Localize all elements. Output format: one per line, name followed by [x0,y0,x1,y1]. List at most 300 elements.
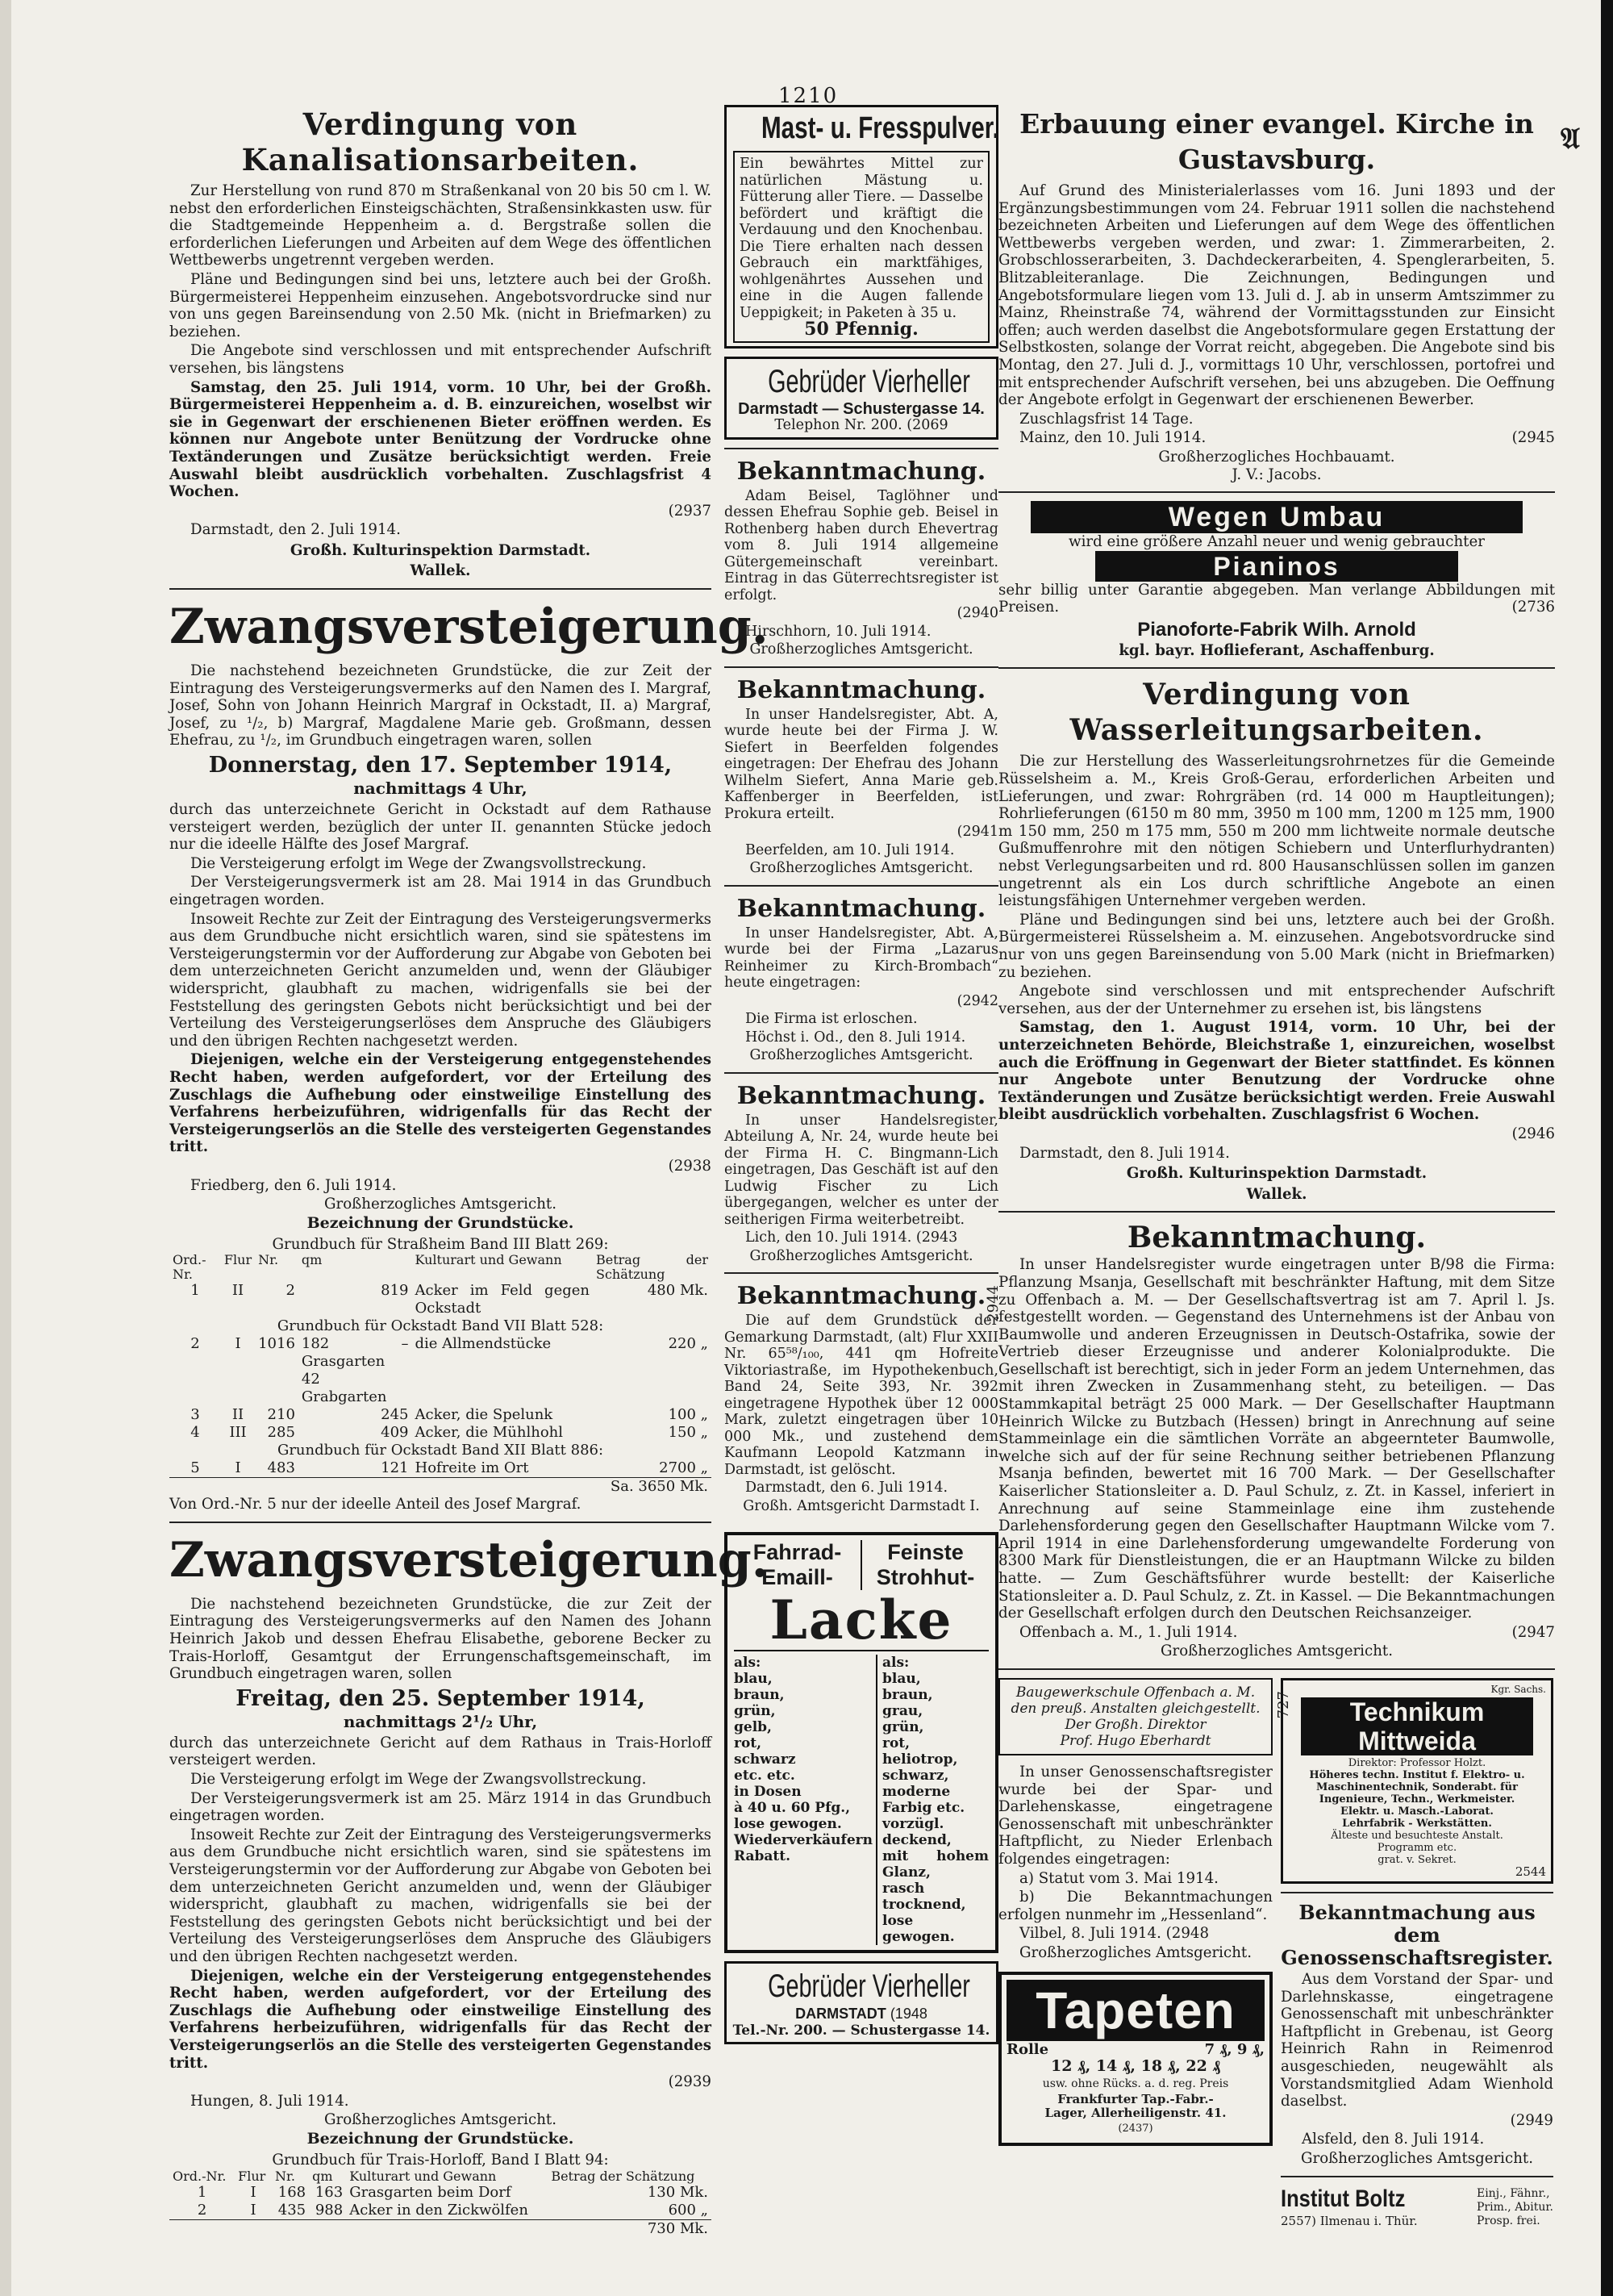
cell: 245 [381,1406,409,1424]
left-page-edge [0,0,11,2296]
notice-genossenschaft-1 [998,1764,1273,1962]
col-header: Betrag der Schätzung [551,2168,695,2184]
notice-title: Erbauung einer evangel. Kirche in Gustavsburg. [1019,108,1534,175]
ad-line: Lehrfabrik - Werkstätten. [1342,1817,1492,1830]
firm-name: Institut Boltz [1281,2185,1406,2212]
list-item: gelb, [734,1719,772,1735]
notice-court: Großherzogliches Amtsgericht. [1160,1643,1393,1660]
ad-institut-boltz [1281,2185,1553,2231]
notice-title: Bekanntmachung. [736,675,986,704]
list-head: als: [882,1655,910,1671]
title-line: Fahrrad- [752,1540,842,1564]
col-header: qm [301,1252,323,1268]
notice-dateline: Darmstadt, den 8. Juli 1914. [1019,1144,1230,1162]
cell: 2 [286,1282,295,1300]
cell: Hofreite im Ort [415,1459,529,1477]
notice-court: Großherzogliches Amtsgericht. [749,641,973,657]
list-item: schwarz [734,1751,796,1768]
price-line [1007,2041,1265,2059]
table-row [169,1406,711,1424]
ad-line: Baugewerkschule Offenbach a. M. [1015,1684,1256,1701]
divider [169,1522,711,1523]
col-header: qm [312,2168,333,2184]
table-header-row [169,1253,711,1282]
list-item: à 40 u. 60 Pfg., [734,1800,851,1816]
ad-pianinos [998,501,1555,659]
list-item: braun, [882,1687,933,1703]
col-header: Kulturart und Gewann [349,2168,497,2184]
cell: 1016 [258,1335,295,1353]
firm-phone: Tel.-Nr. 200. — Schustergasse 14. [732,2022,990,2039]
cell: 483 [267,1459,295,1477]
cell: 163 [315,2183,344,2201]
col-header: Ord.-Nr. [173,2168,227,2184]
ditto-mark: „ [700,1424,708,1442]
col-header: Flur [238,2168,266,2184]
grundbuch-ref: Grundbuch für Straßheim Band III Blatt 269: [272,1235,609,1253]
cell [593,1406,711,1424]
ditto-mark: „ [700,2201,708,2219]
cell: Acker in den Zickwölfen [349,2201,528,2219]
cell [593,1459,711,1478]
ad-mastpulver [724,105,998,349]
ad-line: Einj., Fähnr., [1476,2186,1550,2200]
notice-paragraph: Aus dem Vorstand der Spar- und Darlehnskasse, eingetragene Genossenschaft mit unbeschränkter Haftpflicht in Grebenau, ist Georg Heinrich Rahn in Reimenrod ausgeschieden, neugewählt als Vorstandsmitglied Adam Wienhold daselbst. [1281,1970,1553,2110]
list-item: moderne [882,1784,951,1800]
list-item: blau, [882,1671,921,1687]
lacke-header [734,1540,989,1590]
divider [1281,1892,1553,1893]
notice-ref: (2940 [957,605,998,621]
ad-line: Programm etc. [1377,1841,1457,1854]
col-header: Ord.-Nr. [173,1252,206,1283]
notice-paragraph: Die nachstehend bezeichneten Grundstücke, die zur Zeit der Eintragung des Versteigerungsvermerks auf den Namen des I. Margraf, Josef, Sohn von Johann Heinrich Margraf in Ockstadt, II. a) Margraf, Josef, zu ¹/₂, b) Margraf, Magdalene Marie geb. Großmann, dessen Ehefrau, zu ¹/₂, im Grundbuch eingetragen waren, sollen [169,662,711,749]
notice-court: Großherzogliches Amtsgericht. [749,860,973,876]
notice-wasserleitung [998,677,1555,1203]
notice-signature: Großh. Kulturinspektion Darmstadt. [290,541,591,559]
cell: I [235,1335,241,1353]
notice-paragraph: Diejenigen, welche ein der Versteigerung entgegenstehendes Recht haben, werden aufgefordert, vor der Erteilung des Zuschlags die Aufhebung oder einstweilige Einstellung des Verfahrens herbeizuführen, widrigenfalls für das Recht der Versteigerungserlös an die Stelle des versteigerten Gegenstandes tritt. [169,1051,711,1156]
notice-title: Zwangsversteigerung. [169,599,769,656]
notice-item: a) Statut vom 3. Mai 1914. [1019,1869,1219,1887]
notice-signature-name: J. V.: Jacobs. [1232,465,1322,483]
notice-dateline: Alsfeld, den 8. Juli 1914. [1302,2131,1485,2148]
ad-banner: Pianinos [1095,551,1458,582]
notice-ref: (2947 [1511,1623,1555,1641]
cell: 3 [190,1406,200,1424]
cell: Acker, die Spelunk [415,1406,553,1424]
list-item: rot, [734,1735,762,1751]
notice-paragraph: Diejenigen, welche ein der Versteigerung entgegenstehendes Recht haben, werden aufgefordert, vor der Erteilung des Zuschlags die Aufhebung oder einstweilige Einstellung des Verfahrens herbeizuführen, widrigenfalls für das Recht der Versteigerungserlös an die Stelle des versteigerten Gegenstandes tritt. [169,1967,711,2072]
firm-subtitle: kgl. bayr. Hoflieferant, Aschaffenburg. [1119,641,1435,659]
notice-paragraph: In unser Genossenschaftsregister wurde bei der Spar- und Darlehenskasse, eingetragene Genossenschaft mit unbeschränkter Haftpflicht, zu Nieder Erlenbach folgendes eingetragen: [998,1763,1273,1868]
firm-name: Gebrüder Vierheller [768,1968,970,2004]
firm-address: Lager, Allerheiligenstr. 41. [1044,2106,1227,2121]
notice-paragraph: Angebote sind verschlossen und mit entsprechender Aufschrift versehen, aus der der Unternehmer zu ersehen ist, bis längstens [998,983,1555,1017]
ad-text-body: sehr billig unter Garantie abgegeben. Man verlange Abbildungen mit Preisen. [998,581,1555,616]
cell: I [250,2183,256,2201]
notice-court: Großherzogliches Amtsgericht. [749,1247,973,1264]
cell: 2 [190,1335,200,1353]
lacke-lists [734,1650,989,1945]
ad-banner: Wegen Umbau [1031,501,1523,533]
title-line: Mittweida [1358,1726,1476,1755]
notice-bekanntmachung-msanja [998,1221,1555,1660]
ad-big-word: Tapeten [1007,1980,1265,2041]
column-middle [724,105,1002,2044]
table-sum: 730 Mk. [169,2219,711,2238]
notice-ref: (2939 [668,2073,711,2091]
cell: 210 [267,1406,295,1424]
cell: I [235,1459,241,1477]
title-line: Emaill- [761,1565,833,1589]
list-item: etc. etc. [734,1768,795,1784]
notice-court: Großherzogliches Amtsgericht. [749,1047,973,1063]
notice-title: Bekanntmachung. [736,457,986,486]
list-item: grau, [882,1703,923,1719]
list-item: heliotrop, [882,1751,958,1768]
ad-line: grat. v. Sekret. [1378,1853,1457,1866]
lacke-list-right [877,1655,989,1945]
list-item: mit hohem Glanz, [882,1848,989,1881]
divider [998,491,1555,493]
notice-court: Großherzogliches Amtsgericht. [1019,1943,1252,1961]
notice-bekanntmachung-4 [724,1082,998,1265]
notice-dateline: Darmstadt, den 6. Juli 1914. [745,1480,948,1496]
firm-city-line [731,2006,991,2023]
notice-dateline: Hirschhorn, 10. Juli 1914. [745,623,932,640]
ad-line: Direktor: Professor Holzt. [1348,1756,1486,1769]
notice-ref: (2945 [1511,429,1555,447]
list-item: rot, [882,1735,911,1751]
notice-title: Verdingung von Kanalisationsarbeiten. [241,106,640,177]
side-ref: 2944 [984,1285,1002,1322]
firm-name: Pianoforte-Fabrik Wilh. Arnold [1137,618,1416,641]
property-table [169,1253,711,1496]
notice-paragraph: Die nachstehend bezeichneten Grundstücke, die zur Zeit der Eintragung des Versteigerungsvermerks auf den Namen des Johann Heinrich Jakob und dessen Ehefrau Elisabethe, geborene Becker zu Trais-Horloff, Gesamtgut der Errungenschaftsgemeinschaft, im Grundbuch eingetragen waren, sollen [169,1595,711,1683]
ad-line: Ingenieure, Techn., Werkmeister. [1319,1793,1515,1805]
notice-item: b) Die Bekanntmachungen erfolgen nunmehr im „Hessenland“. [998,1889,1273,1923]
notice-paragraph: In unser Handelsregister, Abteilung A, Nr. 24, wurde heute bei der Firma H. C. Bingmann-Lich eingetragen, Das Geschäft ist auf den Ludwig Fischer zu Lich übergegangen, welcher es unter der seitherigen Firma weiterbetreibt. [724,1112,998,1228]
notice-paragraph: Die Firma ist erloschen. [745,1011,918,1027]
notice-ref: (2948 [1165,1925,1210,1943]
col-header: Kulturart und Gewann [415,1252,562,1268]
ad-line: Prof. Hugo Eberhardt [1060,1732,1211,1749]
cell: 1 [190,1282,200,1300]
ad-gebrueder-vierheller [724,357,998,440]
price-label: Rolle [1007,2040,1049,2058]
notice-ref: (2937 [668,502,711,520]
notice-genossenschaft-2 [1281,1902,1553,2168]
col-header: Flur [223,1252,252,1268]
notice-deadline: Samstag, den 25. Juli 1914, vorm. 10 Uhr, bei der Großh. Bürgermeisterei Heppenheim a. d. B. einzureichen, woselbst wir sie in Gegenwart der erschienenen Bieter eröffnen werden. Es können nur Angebote unter Benützung der Vordrucke ohne Textänderungen und Zusätze berücksichtigt werden. Freie Auswahl bleibt ausdrücklich vorbehalten. Zuschlagsfrist 4 Wochen. [169,378,711,501]
auction-time: nachmittags 2¹/₂ Uhr, [343,1711,538,1731]
cell: III [229,1424,247,1442]
notice-dateline [998,1624,1555,1642]
cell: 121 [381,1459,409,1477]
notice-paragraph: Der Versteigerungsvermerk ist am 28. Mai 1914 in das Grundbuch eingetragen worden. [169,874,711,908]
notice-court: Großh. Amtsgericht Darmstadt I. [743,1497,980,1514]
col-header: Nr. [275,2168,295,2184]
cell: II [231,1406,244,1424]
notice-title: Bekanntmachung aus dem Genossenschaftsregister. [1281,1900,1553,1969]
divider [724,1272,998,1274]
notice-ref: (2949 [1510,2111,1553,2129]
ad-gebrueder-vierheller-2 [724,1961,998,2044]
table-title: Bezeichnung der Grundstücke. [306,1213,574,1232]
ad-line: Elektr. u. Masch.-Laborat. [1340,1805,1494,1818]
property-table [169,2169,711,2238]
table-row [169,1424,711,1442]
notice-paragraph: Zuschlagsfrist 14 Tage. [1019,410,1194,428]
ditto-mark: „ [700,1459,708,1477]
cell: II [231,1282,244,1300]
notice-signature-name: Wallek. [1246,1185,1307,1203]
notice-paragraph: Die Versteigerung erfolgt im Wege der Zwangsvollstreckung. [190,1771,647,1789]
ad-ref: 2544 [1515,1864,1546,1879]
col-header: Betrag der Schätzung [596,1252,708,1283]
notice-signature: Großh. Kulturinspektion Darmstadt. [1126,1165,1428,1183]
notice-paragraph: Der Versteigerungsvermerk ist am 25. März 1914 in das Grundbuch eingetragen worden. [169,1789,711,1825]
dateline-text: Lich, den 10. Juli 1914. [745,1229,912,1246]
table-row [169,2184,711,2202]
notice-kirche-gustavsburg [998,106,1555,483]
cell: 285 [267,1424,295,1442]
lacke-left-title [734,1540,862,1590]
list-item: in Dosen [734,1784,802,1800]
notice-dateline [998,1925,1273,1943]
notice-title: Zwangsversteigerung. [169,1531,769,1588]
table-row [169,2202,711,2220]
cell [298,1335,412,1406]
notice-dateline: Beerfelden, am 10. Juli 1914. [745,841,955,858]
notice-dateline: Friedberg, den 6. Juli 1914. [190,1176,397,1194]
notice-paragraph: Die zur Herstellung des Wasserleitungsrohrnetzes für die Gemeinde Rüsselsheim a. M., Kreis Groß-Gerau, erforderlichen Arbeiten und Lieferungen, und zwar: Rohrgräben (rd. 14 000 m Hauptleitungen); Rohrlieferungen (6150 m 80 mm, 3950 m 100 mm, 1200 m 125 mm, 1900 m 150 mm, 250 m 175 mm, 550 m 200 mm lichtweite normale deutsche Gußmuffenrohre mit den nötigen Schiebern und Unterflurhydranten) nebst Verlegungsarbeiten und rd. 800 Hausanschlüssen sollen im ganzen ungetrennt als ein Los durch schriftliche Angebote an einen leistungsfähigen Unternehmer vergeben werden. [998,753,1555,910]
cell: 4 [190,1424,200,1442]
notice-paragraph: In unser Handelsregister, Abt. A, wurde heute bei der Firma J. W. Siefert in Beerfelden folgendes eingetragen: Der Ehefrau des Johann Wilhelm Siefert, Anna Marie geb. Kaffenberger in Beerfelden, ist Prokura erteilt. [724,706,998,822]
notice-paragraph: Auf Grund des Ministerialerlasses vom 16. Juni 1893 und der Ergänzungsbestimmungen vom 24. Februar 1911 sollen die nachstehend bezeichneten Arbeiten und Lieferungen auf dem Wege des öffentlichen Wettbewerbs vergeben werden, und zwar: 1. Zimmerarbeiten, 2. Grobschlosserarbeiten, 3. Dachdeckerarbeiten, 4. Spenglerarbeiten, 5. Blitzableiteranlage. Die Zeichnungen, Bedingungen und Angebotsformulare liegen vom 13. Juli d. J. ab in unserm Amtszimmer zu Mainz, Rheinstraße 74, während der Vormittagsstunden zur Einsicht offen; auch werden daselbst die Angebotsformulare gegen Erstattung der Selbstkosten, solange der Vorrat reicht, abgegeben. Die Angebote sind bis Montag, den 27. Juli d. J., vormittags 10 Uhr, verschlossen, portofrei und mit entsprechender Aufschrift versehen, bei uns abzugeben. Die Oeffnung der Angebote erfolgt in Gegenwart der erschienenen Bewerber. [998,182,1555,409]
cell-value: 600 [668,2201,696,2219]
notice-paragraph: Die Angebote sind verschlossen und mit entsprechender Aufschrift versehen, bis längstens [169,342,711,377]
notice-paragraph: Pläne und Bedingungen sind bei uns, letztere auch bei der Großh. Bürgermeisterei Rüsselsheim a. M. einzusehen. Angebotsvordrucke sind nur von uns gegen Bareinsendung von 5.00 Mark (nicht in Briefmarken) zu beziehen. [998,911,1555,981]
notice-zwangsversteigerung-1 [169,598,769,1513]
ad-text [998,582,1555,616]
dateline-text: Vilbel, 8. Juli 1914. [1019,1925,1161,1943]
cell [593,1424,711,1442]
notice-paragraph: Zur Herstellung von rund 870 m Straßenkanal von 20 bis 50 cm l. W. nebst den erforderlichen Einsteigschächten, Straßensinkkasten usw. für die Stadtgemeinde Heppenheim a. d. Bergstraße sollen die erforderlichen Lieferungen und Arbeiten auf dem Wege des öffentlichen Wettbewerbs ungetrennt vergeben werden. [169,182,711,269]
boltz-right [1477,2187,1553,2228]
ad-line: den preuß. Anstalten gleichgestellt. [1011,1700,1261,1717]
lower-right-grid [998,1678,1555,2230]
ad-technikum-mittweida [1281,1678,1553,1884]
dateline-text: Offenbach a. M., 1. Juli 1914. [1019,1623,1238,1641]
ad-line: Der Großh. Direktor [1065,1716,1207,1733]
ad-line: Älteste und besuchteste Anstalt. [1331,1829,1503,1842]
ad-line: Kgr. Sachs. [1490,1683,1546,1695]
cell [548,2202,711,2220]
notice-dateline: Darmstadt, den 2. Juli 1914. [190,521,401,539]
dateline-text: Mainz, den 10. Juli 1914. [1019,429,1207,447]
divider [724,1072,998,1074]
firm-city: DARMSTADT [795,2006,886,2022]
ad-line: Prosp. frei. [1476,2214,1540,2227]
list-item: blau, [734,1671,773,1687]
cell-value: 2700 [659,1459,696,1477]
cell: die Allmendstücke [415,1335,552,1353]
cell: 168 [277,2183,306,2201]
notice-paragraph: durch das unterzeichnete Gericht in Ockstadt auf dem Rathause versteigert werden, bezüglich der unter II. genannten Stücke jedoch nur die ideelle Hälfte des Josef Margraf. [169,801,711,854]
notice-ref: (2943 [915,1229,958,1246]
divider [998,1211,1555,1213]
table-sum-row [169,2219,711,2238]
notice-title: Verdingung von Wasserleitungsarbeiten. [1069,678,1484,748]
divider [998,1668,1555,1670]
notice-court: Großherzogliches Amtsgericht. [323,2111,556,2129]
divider [169,588,711,590]
lower-right-right [1281,1678,1553,2230]
divider [724,666,998,668]
firm-name: Gebrüder Vierheller [768,363,970,399]
table-row [169,1282,711,1317]
list-item: vorzügl. deckend, [882,1816,952,1848]
notice-court: Großherzogliches Amtsgericht. [1300,2149,1533,2167]
table-row [169,1459,711,1478]
notice-signature-name: Wallek. [410,562,471,580]
ad-title: Mast- u. Fresspulver. [761,111,999,145]
ad-ref: (2069 [907,417,948,433]
cell: 480 Mk. [647,1282,708,1300]
ad-line: Höheres techn. Institut f. Elektro- u. [1309,1768,1525,1781]
ad-ref: (2736 [1511,599,1555,616]
cell: 2 [197,2201,207,2219]
ditto-mark: „ [700,1406,708,1424]
ad-baugewerkschule [998,1678,1292,1755]
cell: Acker, die Mühlhohl [415,1424,564,1442]
ad-line: wird eine größere Anzahl neuer und wenig gebrauchter [1069,533,1485,551]
firm-address: 2557) Ilmenau i. Thür. [1281,2213,1418,2228]
cell-line: 182 –Grasgarten [301,1335,409,1371]
list-item: lose gewogen. [734,1816,842,1832]
notice-ref: (2942 [957,992,998,1009]
list-item: grün, [734,1703,776,1719]
cell-line: 42 Grabgarten [301,1371,387,1406]
divider [724,448,998,449]
table-title: Bezeichnung der Grundstücke. [306,2129,574,2148]
auction-time: nachmittags 4 Uhr, [353,779,527,799]
lacke-big-word: Lacke [769,1588,953,1651]
title-line: Strohhut- [876,1565,975,1589]
cell: 1 [197,2183,207,2201]
table-group-row [169,1442,711,1459]
firm-name: Frankfurter Tap.-Fabr.- [1057,2092,1214,2107]
notice-kanalisation [169,106,711,580]
notice-paragraph: In unser Handelsregister wurde eingetragen unter B/98 die Firma: Pflanzung Msanja, Gesellschaft mit beschränkter Haftung, mit dem Sitze zu Offenbach a. M. — Der Gesellschaftsvertrag ist am 7. April l. Js. festgestellt worden. — Gegenstand des Unternehmens ist der Anbau von Baumwolle und anderen Erzeugnissen in Deutsch-Ostafrika, sowie der Vertrieb dieser Erzeugnisse und anderer Kolonialprodukte. Die Gesellschaft ist berechtigt, sich in jeder Form an jedem Unternehmen, das mit ihren Zwecken in Zusammenhang steht, zu beteiligen. — Das Stammkapital beträgt 25 000 Mark. — Der Gesellschafter Hauptmann Heinrich Wilcke zu Butzbach (Hessen) bringt in Anrechnung auf seine Stammeinlage ein die sämtlichen Vorräte an abgeernteter Baumwolle, welche sich auf der für seine Rechnung seither betriebenen Pflanzung Msanja befinden, bewertet mit 16 700 Mark. — Der Gesellschafter Kaiserlicher Stationsleiter a. D. Paul Schulz, z. Zt. in Kassel, inferiert in Anrechnung auf seine Stammeinlage eine ihm zustehende Darlehensforderung gegen den Gesellschafter Hauptmann Wilcke vom 7. April 1914 in eine Darlehensforderung umgewandelte Forderung von 8300 Mark für Dienstleistungen, die er an Hauptmann Wilcke zu bilden hatte. — Zum Geschäftsführer wurde bestellt: der Kaiserliche Stationsleiter a. D. Paul Schulz, z. Zt. in Kassel. — Die Bekanntmachungen der Gesellschaft erfolgen durch den Deutschen Reichsanzeiger. [998,1256,1555,1622]
firm-phone: Telephon Nr. 200. [774,417,902,433]
notice-court: Großherzogliches Amtsgericht. [323,1196,556,1213]
ditto-mark: „ [700,1335,708,1353]
title-line: Technikum [1349,1697,1485,1726]
notice-paragraph: Die auf dem Grundstück der Gemarkung Darmstadt, (alt) Flur XXII Nr. 65⁵⁸/₁₀₀, 441 qm Hofreite Viktoriastraße, im Hypothekenbuch, Band 24, Seite 393, Nr. 392 eingetragene Hypothek über 12 000 Mark, zuletzt eingetragen über 10 000 Mk., und zustehend dem Kaufmann Leopold Katzmann in Darmstadt, ist gelöscht. [724,1313,998,1478]
cell: 409 [381,1424,409,1442]
notice-ref: (2941 [957,824,998,840]
notice-deadline: Samstag, den 1. August 1914, vorm. 10 Uhr, bei der unterzeichneten Behörde, Bleichstraße 1, einzureichen, woselbst auch die Eröffnung in Gegenwart der Bieter stattfindet. Es können nur Angebote unter Benutzung der Vordrucke ohne Textänderungen und Zusätze berücksichtigt werden. Freie Auswahl bleibt ausdrücklich vorbehalten. Zuschlagsfrist 6 Wochen. [998,1019,1555,1124]
table-header-row [169,2169,711,2184]
cell: I [250,2201,256,2219]
auction-date: Donnerstag, den 17. September 1914, [208,753,673,779]
notice-ref: (2946 [1511,1125,1555,1142]
table-note: Von Ord.-Nr. 5 nur der ideelle Anteil des Josef Margraf. [169,1496,581,1513]
lacke-list-left [734,1655,877,1945]
grundbuch-ref: Grundbuch für Ockstadt Band XII Blatt 886: [277,1442,604,1459]
col-header: Nr. [258,1252,279,1268]
notice-title: Bekanntmachung. [736,1081,986,1110]
ad-line: Prim., Abitur. [1476,2200,1553,2214]
cell: 5 [190,1459,200,1477]
price-values-2: 12 ₰, 14 ₰, 18 ₰, 22 ₰ [1051,2057,1220,2076]
lacke-right-title [862,1540,989,1590]
title-line: Feinste [887,1540,964,1564]
cell [593,1335,711,1406]
ad-title [1301,1697,1533,1755]
list-item: schwarz, [882,1768,949,1784]
ad-price: 50 Pfennig. [804,319,919,340]
firm-address: Darmstadt — Schustergasse 14. [738,399,985,418]
notice-dateline: Höchst i. Od., den 8. Juli 1914. [745,1029,966,1046]
lower-right-left [998,1678,1292,2230]
auction-date: Freitag, den 25. September 1914, [235,1685,645,1711]
notice-ref: (2938 [668,1157,711,1175]
ad-lacke [724,1532,998,1953]
cell-value: 100 [668,1406,696,1424]
notice-paragraph: Adam Beisel, Taglöhner und dessen Ehefrau Sophie geb. Beisel in Rothenberg haben durch Ehevertrag vom 8. Juli 1914 allgemeine Gütergemeinschaft vereinbart. Eintrag in das Güterrechtsregister ist erfolgt. [724,487,998,603]
list-item: Farbig etc. [882,1800,965,1816]
table-sum: Sa. 3650 Mk. [169,1478,711,1497]
notice-paragraph: Insoweit Rechte zur Zeit der Eintragung des Versteigerungsvermerks aus dem Grundbuche nicht ersichtlich waren, sind sie spätestens im Versteigerungstermin vor der Aufforderung zur Abgabe von Geboten bei dem unterzeichneten Gericht anzumelden und, wenn der Gläubiger widerspricht, glaubhaft zu machen, widrigenfalls sie bei der Feststellung des geringsten Gebots nicht berücksichtigt und bei der Verteilung des Versteigerungserlöses dem Anspruche des Gläubigers und den übrigen Rechten nachgesetzt werden. [169,1826,711,1965]
notice-bekanntmachung-1 [724,457,998,658]
notice-dateline: Hungen, 8. Juli 1914. [190,2092,349,2110]
divider [724,885,998,887]
list-head: als: [734,1655,761,1671]
side-ref: 727 [1275,1690,1292,1719]
page-number: 1210 [778,84,839,108]
notice-dateline [724,1229,998,1246]
cell-value: 220 [668,1335,696,1353]
notice-bekanntmachung-5 [724,1282,1002,1514]
notice-bekanntmachung-3 [724,895,998,1064]
cell: 819 [381,1282,409,1300]
divider [1281,2176,1553,2177]
cell: 988 [315,2201,344,2219]
cell: Grasgarten beim Dorf [349,2183,511,2201]
table-sum-row [169,1478,711,1497]
list-item: grün, [882,1719,924,1735]
column-right [998,105,1555,2230]
right-page-edge [1601,0,1613,2296]
ad-body [733,151,990,343]
cell: 130 Mk. [647,2183,708,2201]
table-group-row [169,1317,711,1335]
list-item: rasch trocknend, [882,1881,966,1913]
cut-off-header: 𝔄 [1561,123,1580,155]
notice-dateline [998,429,1555,447]
price-values: 7 ₰, 9 ₰, [1204,2040,1265,2058]
boltz-left [1281,2185,1470,2231]
ad-ref: (1948 [890,2006,927,2022]
notice-paragraph: In unser Handelsregister, Abt. A, wurde bei der Firma „Lazarus Reinheimer zu Kirch-Brombach“ heute eingetragen: [724,925,998,991]
list-item: braun, [734,1687,785,1703]
notice-title: Bekanntmachung. [1127,1221,1427,1255]
cell: 435 [277,2201,306,2219]
